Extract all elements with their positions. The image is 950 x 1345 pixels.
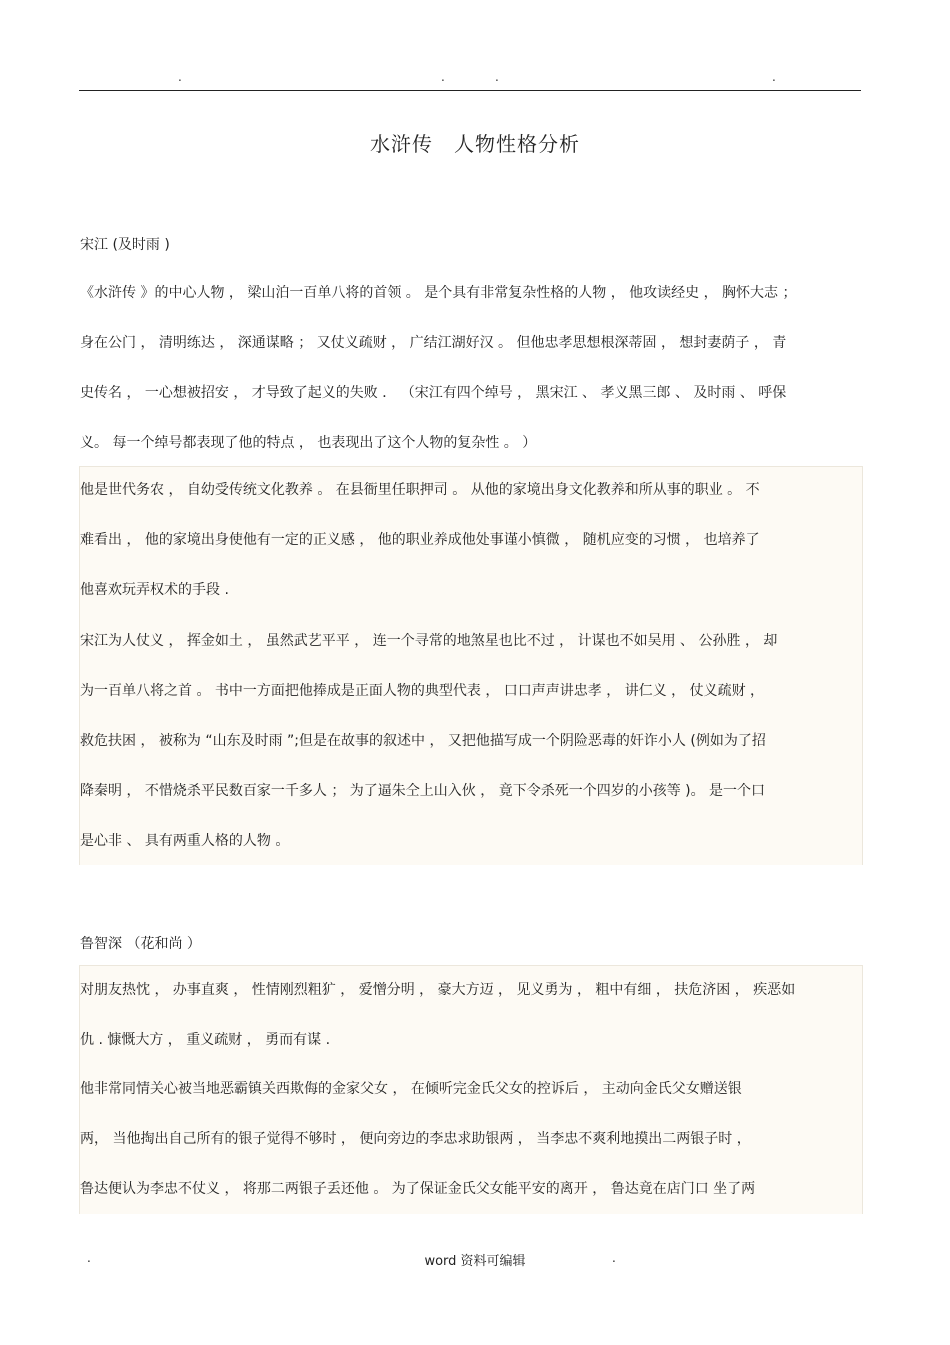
footer-dot: . xyxy=(612,1251,616,1265)
header-dot: . xyxy=(772,70,776,84)
text-line: 宋江为人仗义 ， 挥金如土 ， 虽然武艺平平 ， 连一个寻常的地煞星也比不过 ， 计谋也不如吴用 、 公孙胜 ， 却 xyxy=(80,633,778,649)
paragraph-songjiang-intro xyxy=(80,286,880,486)
text-line: 他喜欢玩弄权术的手段 . xyxy=(80,582,229,598)
text-line: 救危扶困 ， 被称为 “山东及时雨 ”;但是在故事的叙述中 ， 又把他描写成一个阴险恶毒的奸诈小人 (例如为了招 xyxy=(80,733,766,749)
text-line: 两， 当他掏出自己所有的银子觉得不够时 ， 便向旁边的李忠求助银两 ， 当李忠不爽利地摸出二两银子时 ， xyxy=(80,1131,751,1147)
section-heading-songjiang: 宋江 (及时雨 ) xyxy=(80,237,170,253)
text-line: 他是世代务农 ， 自幼受传统文化教养 。 在县衙里任职押司 。 从他的家境出身文化教养和所从事的职业 。 不 xyxy=(80,482,760,498)
text-line: 难看出 ， 他的家境出身使他有一定的正义感 ， 他的职业养成他处事谨小慎微 ， 随机应变的习惯 ， 也培养了 xyxy=(80,532,760,548)
text-line: 身在公门 ， 清明练达 ， 深通谋略 ； 又仗义疏财 ， 广结江湖好汉 。 但他忠孝思想根深蒂固 ， 想封妻荫子 ， 青 xyxy=(80,335,787,351)
header-dot: . xyxy=(178,70,182,84)
paragraph-luzhishen-story xyxy=(80,1082,880,1232)
footer-dot: . xyxy=(87,1251,91,1265)
text-line: 是心非 、 具有两重人格的人物 。 xyxy=(80,833,290,849)
paragraph-songjiang-character xyxy=(80,634,880,884)
header-rule xyxy=(79,90,861,91)
header-dot: . xyxy=(495,70,499,84)
text-line: 义。 每一个绰号都表现了他的特点 ， 也表现出了这个人物的复杂性 。 ） xyxy=(80,435,537,451)
text-line: 《水浒传 》的中心人物 ， 梁山泊一百单八将的首领 。 是个具有非常复杂性格的人物 ， 他攻读经史 ， 胸怀大志 ； xyxy=(80,285,797,301)
text-line: 他非常同情关心被当地恶霸镇关西欺侮的金家父女 ， 在倾听完金氏父女的控诉后 ， 主动向金氏父女赠送银 xyxy=(80,1081,742,1097)
text-line: 史传名 ， 一心想被招安 ， 才导致了起义的失败 ． （宋江有四个绰号 ， 黑宋江 、 孝义黑三郎 、 及时雨 、 呼保 xyxy=(80,385,787,401)
text-line: 对朋友热忱 ， 办事直爽 ， 性情刚烈粗犷 ， 爱憎分明 ， 豪大方迈 ， 见义勇为 ， 粗中有细 ， 扶危济困 ， 疾恶如 xyxy=(80,982,796,998)
text-line: 仇 . 慷慨大方 ， 重义疏财 ， 勇而有谋 . xyxy=(80,1032,331,1048)
page-title: 水浒传 人物性格分析 xyxy=(370,132,580,156)
header-dot: . xyxy=(441,70,445,84)
paragraph-songjiang-background xyxy=(80,483,880,633)
text-line: 鲁达便认为李忠不仗义 ， 将那二两银子丢还他 。 为了保证金氏父女能平安的离开 ， 鲁达竟在店门口 坐了两 xyxy=(80,1181,756,1197)
section-heading-luzhishen: 鲁智深 （花和尚 ） xyxy=(80,936,201,952)
text-line: 降秦明 ， 不惜烧杀平民数百家一千多人 ； 为了逼朱仝上山入伙 ， 竟下令杀死一个四岁的小孩等 )。 是一个口 xyxy=(80,783,766,799)
footer-text: word 资料可编辑 xyxy=(424,1254,526,1269)
text-line: 为一百单八将之首 。 书中一方面把他捧成是正面人物的典型代表 ， 口口声声讲忠孝 ， 讲仁义 ， 仗义疏财 ， xyxy=(80,683,765,699)
paragraph-luzhishen-traits xyxy=(80,983,880,1083)
